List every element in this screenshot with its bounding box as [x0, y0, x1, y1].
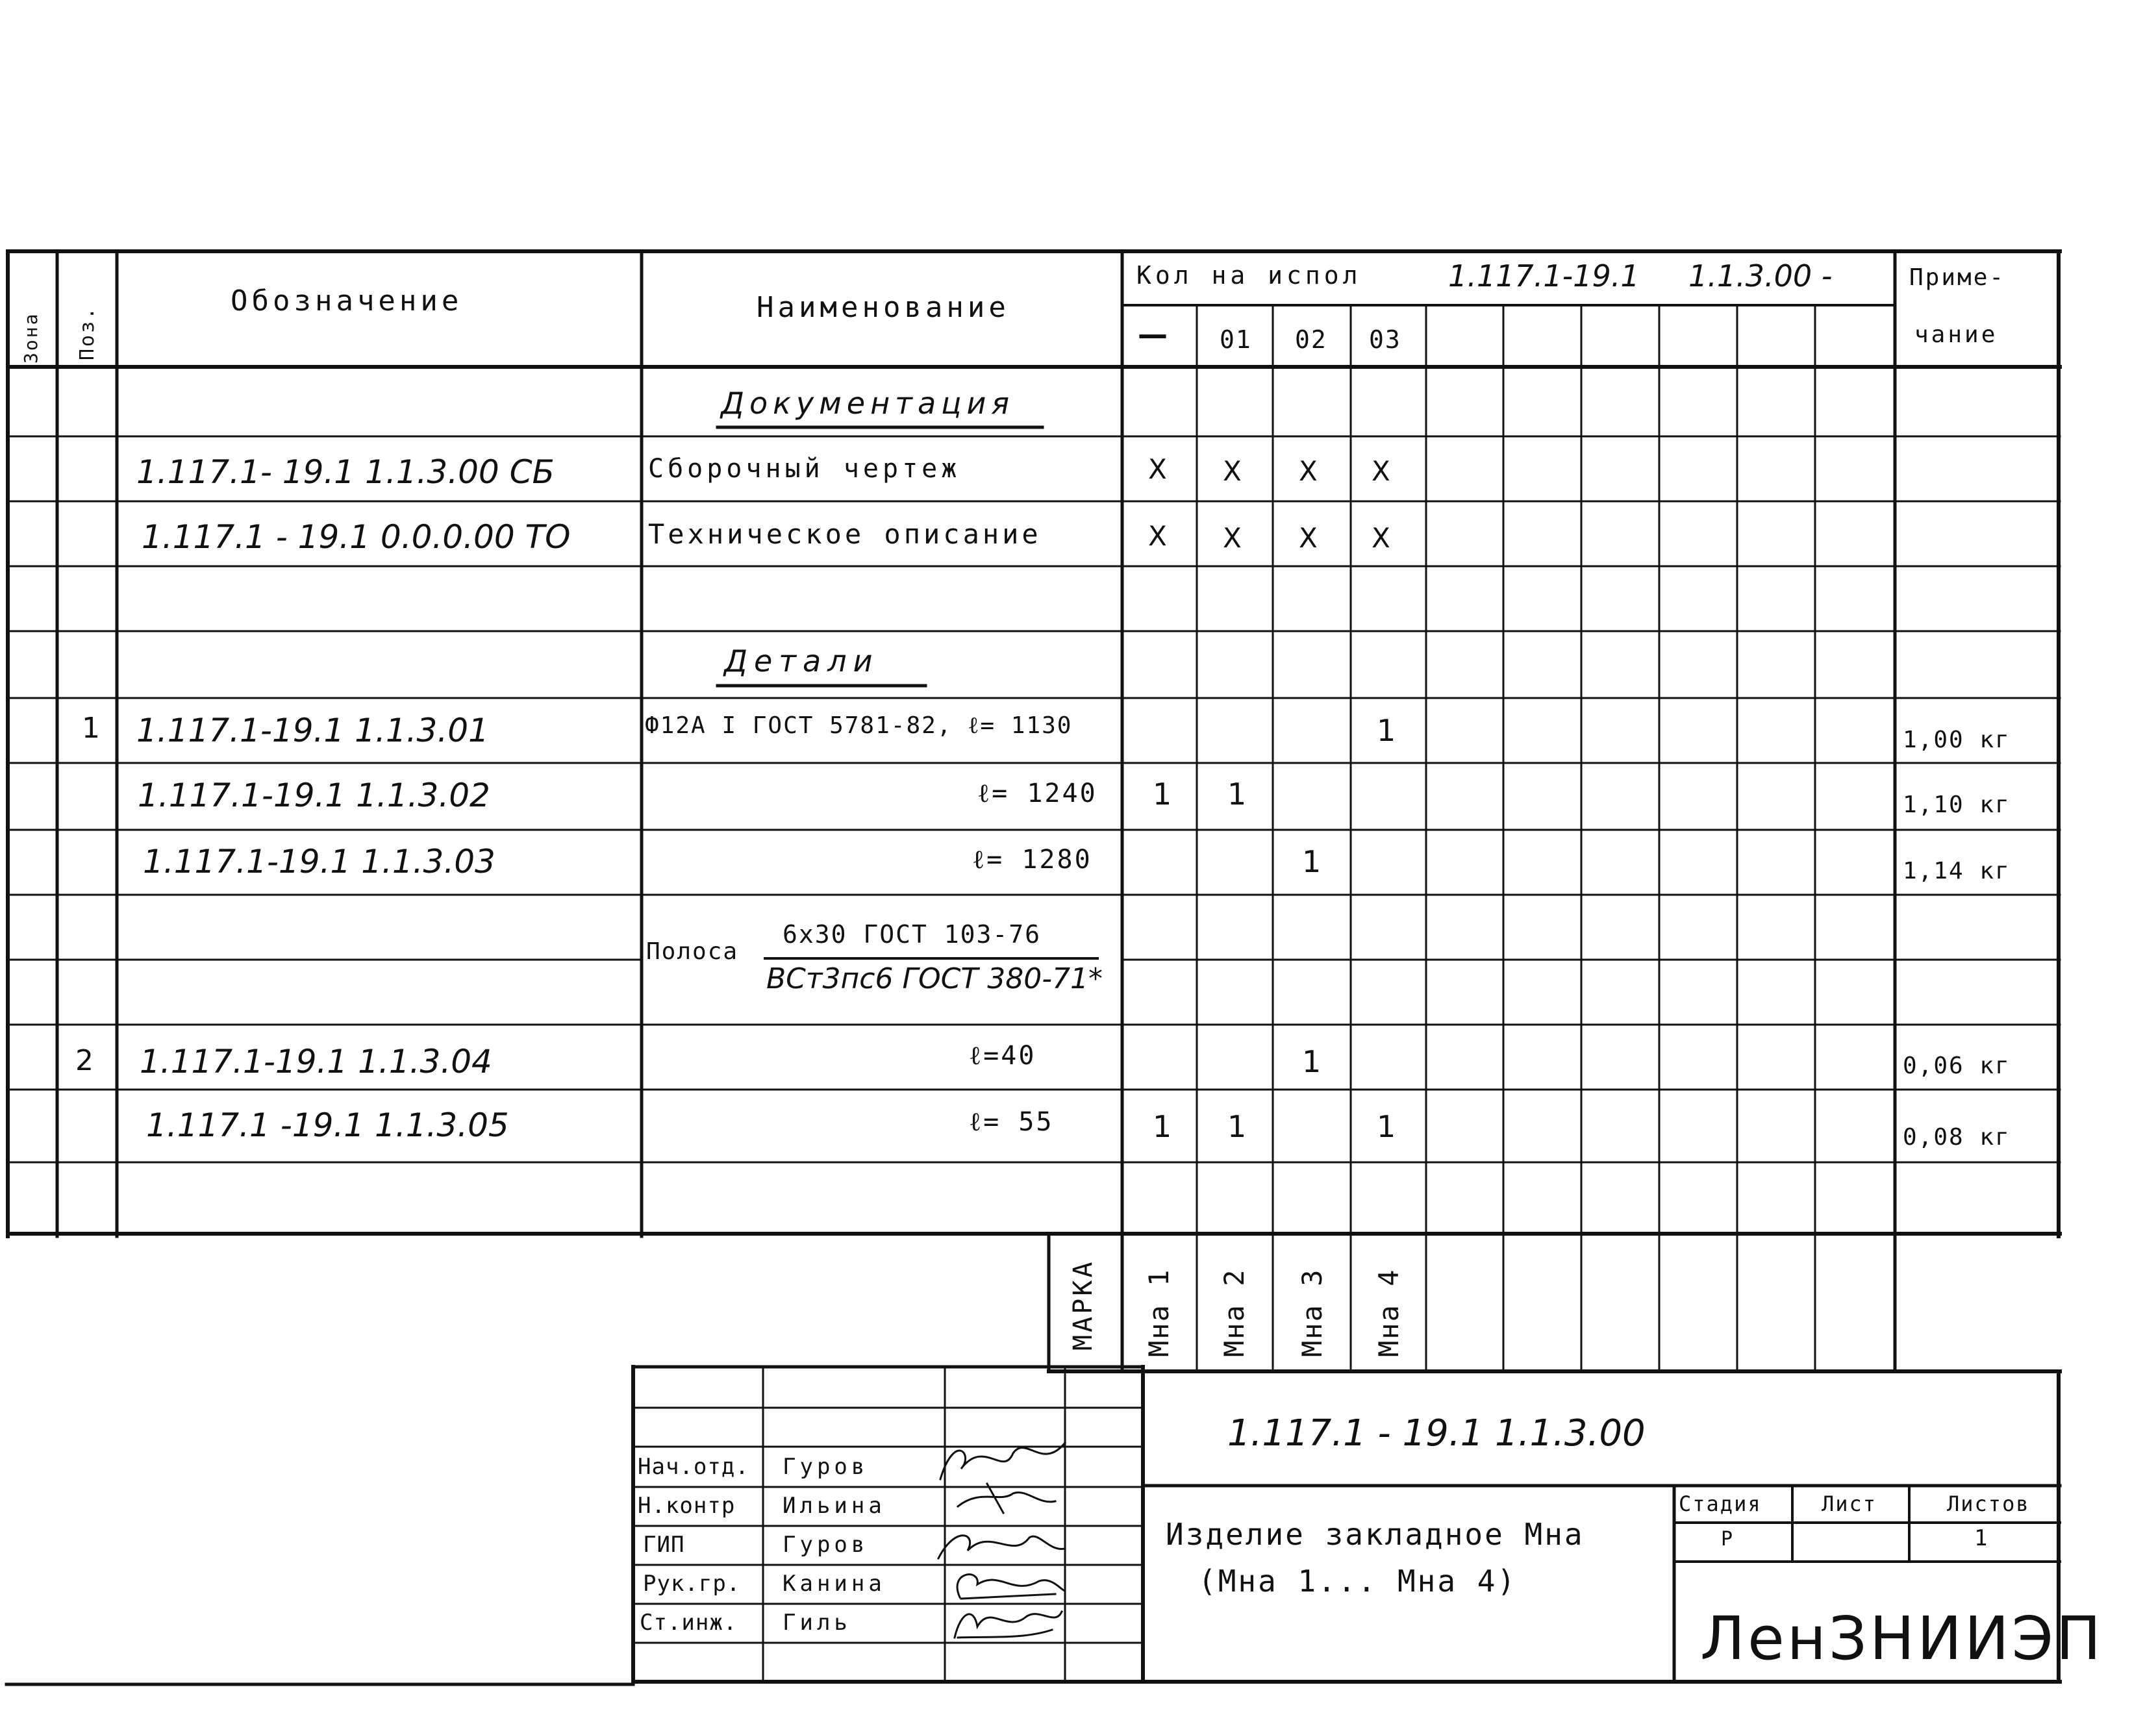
- header-note-line2: чание: [1914, 321, 1998, 348]
- header-variant-02: 02: [1295, 325, 1327, 354]
- part-row-5-qty-03: 1: [1377, 1109, 1396, 1144]
- sign-name-5: Гиль: [783, 1610, 851, 1636]
- header-qty-prefix: Кол на испол: [1136, 261, 1362, 290]
- part-row-2-name: ℓ= 1240: [977, 779, 1097, 808]
- header-zone: Зона: [20, 312, 42, 364]
- part-row-4-pos: 2: [75, 1044, 94, 1077]
- signature-4: [957, 1575, 1065, 1599]
- part-row-1-qty-03: 1: [1377, 713, 1396, 748]
- marka-item-4: Мна 4: [1373, 1268, 1405, 1357]
- doc-row-1-mark-03: X: [1372, 455, 1390, 487]
- title-sheets-value: 1: [1974, 1525, 1992, 1551]
- part-row-1-designation: 1.117.1-19.1 1.1.3.01: [136, 712, 489, 749]
- strip-numerator: 6х30 ГОСТ 103-76: [783, 920, 1042, 949]
- signature-1: [940, 1443, 1065, 1479]
- organization-name: ЛенЗНИИЭП: [1700, 1604, 2104, 1673]
- title-doc-number: 1.117.1 - 19.1 1.1.3.00: [1227, 1412, 1646, 1454]
- doc-row-2-name: Техническое описание: [648, 518, 1042, 550]
- header-designation: Обозначение: [231, 284, 463, 318]
- part-row-3-qty-02: 1: [1302, 844, 1322, 879]
- strip-label: Полоса: [646, 938, 739, 965]
- strip-denominator: ВСт3пс6 ГОСТ 380-71*: [766, 962, 1103, 995]
- header-note-line1: Приме-: [1909, 264, 2006, 291]
- part-row-5-qty-01: 1: [1227, 1109, 1247, 1144]
- part-row-4-designation: 1.117.1-19.1 1.1.3.04: [140, 1043, 492, 1080]
- part-row-2-designation: 1.117.1-19.1 1.1.3.02: [138, 777, 490, 814]
- doc-row-1-mark-base: X: [1148, 453, 1167, 485]
- sign-role-2: Н.контр: [638, 1493, 736, 1519]
- doc-row-2-mark-01: X: [1223, 522, 1242, 554]
- doc-row-2-mark-base: X: [1148, 520, 1167, 552]
- title-sheet-label: Лист: [1822, 1491, 1877, 1516]
- section-docs-title: Документация: [721, 386, 1015, 421]
- part-row-2-note: 1,10 кг: [1903, 792, 2011, 818]
- sign-role-3: ГИП: [643, 1532, 685, 1558]
- part-row-4-name: ℓ=40: [969, 1041, 1036, 1071]
- sign-role-1: Нач.отд.: [638, 1454, 749, 1480]
- part-row-1-name: Ф12А I ГОСТ 5781-82, ℓ= 1130: [645, 712, 1073, 739]
- header-variant-03: 03: [1369, 325, 1401, 354]
- part-row-5-note: 0,08 кг: [1903, 1124, 2011, 1151]
- part-row-3-note: 1,14 кг: [1903, 858, 2011, 884]
- sign-name-4: Канина: [783, 1571, 886, 1597]
- part-row-5-name: ℓ= 55: [969, 1107, 1054, 1137]
- header-pos: Поз.: [76, 305, 99, 360]
- part-row-1-pos: 1: [82, 712, 100, 745]
- doc-row-2-mark-02: X: [1299, 522, 1318, 554]
- part-row-2-qty-base: 1: [1153, 777, 1172, 812]
- part-row-5-qty-base: 1: [1153, 1109, 1172, 1144]
- part-row-5-designation: 1.117.1 -19.1 1.1.3.05: [146, 1106, 509, 1144]
- header-qty-doc-a: 1.117.1-19.1: [1448, 258, 1640, 293]
- marka-item-1: Мна 1: [1143, 1268, 1175, 1357]
- title-item-name-line2: (Мна 1... Мна 4): [1198, 1564, 1518, 1599]
- marka-item-3: Мна 3: [1296, 1268, 1328, 1357]
- header-variant-base: —: [1138, 317, 1168, 352]
- part-row-2-qty-01: 1: [1227, 777, 1247, 812]
- part-row-4-note: 0,06 кг: [1903, 1053, 2011, 1079]
- sign-role-4: Рук.гр.: [643, 1571, 741, 1597]
- doc-row-1-mark-01: X: [1223, 455, 1242, 487]
- doc-row-1-name: Сборочный чертеж: [648, 454, 961, 484]
- header-name: Наименование: [757, 291, 1010, 324]
- signature-2: [958, 1484, 1055, 1513]
- header-variant-01: 01: [1220, 325, 1252, 354]
- signature-5: [955, 1612, 1062, 1638]
- title-item-name-line1: Изделие закладное Мна: [1166, 1517, 1585, 1552]
- part-row-3-name: ℓ= 1280: [972, 845, 1092, 875]
- doc-row-1-mark-02: X: [1299, 455, 1318, 487]
- doc-row-2-mark-03: X: [1372, 522, 1390, 554]
- doc-row-2-designation: 1.117.1 - 19.1 0.0.0.00 ТО: [142, 518, 571, 556]
- title-stage-label: Стадия: [1679, 1491, 1762, 1516]
- sign-name-2: Ильина: [783, 1493, 886, 1519]
- part-row-4-qty-02: 1: [1302, 1044, 1322, 1079]
- sign-name-3: Гуров: [783, 1532, 869, 1558]
- doc-row-1-designation: 1.117.1- 19.1 1.1.3.00 СБ: [136, 453, 555, 491]
- title-stage-value: Р: [1721, 1528, 1737, 1551]
- title-sheets-label: Листов: [1947, 1491, 2030, 1516]
- part-row-3-designation: 1.117.1-19.1 1.1.3.03: [143, 843, 495, 880]
- section-parts-title: Детали: [724, 643, 879, 679]
- marka-label: МАРКА: [1068, 1259, 1098, 1351]
- header-qty-doc-b: 1.1.3.00 -: [1688, 258, 1833, 293]
- sign-name-1: Гуров: [783, 1454, 869, 1480]
- marka-item-2: Мна 2: [1218, 1268, 1250, 1357]
- sign-role-5: Ст.инж.: [640, 1610, 738, 1636]
- part-row-1-note: 1,00 кг: [1903, 727, 2011, 753]
- signature-3: [938, 1536, 1065, 1558]
- signatures: [938, 1443, 1065, 1638]
